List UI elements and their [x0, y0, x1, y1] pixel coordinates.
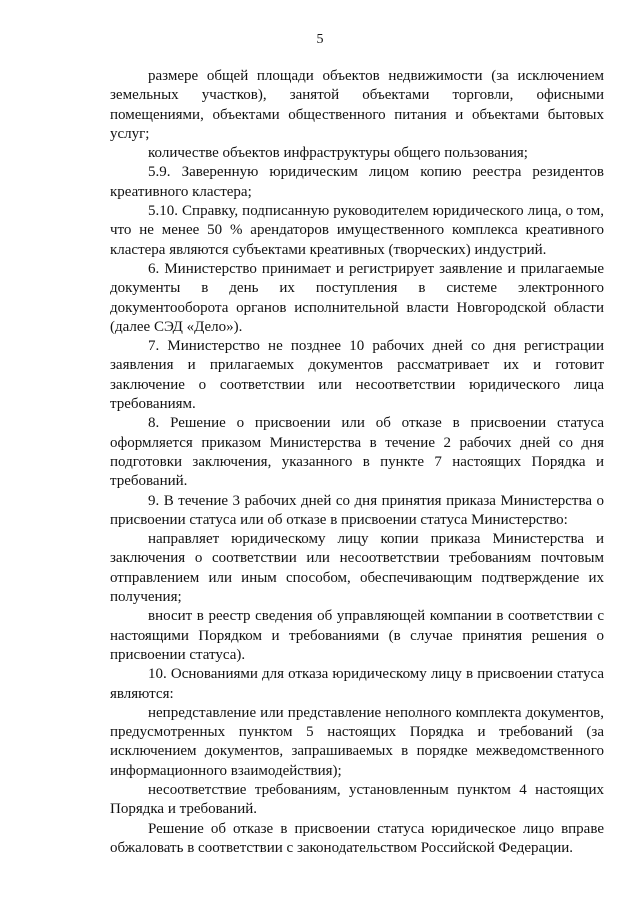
paragraph: Решение об отказе в присвоении статуса юридическое лицо вправе обжаловать в соответствии с законодательством Российской Федерации.	[110, 820, 604, 856]
paragraph: 8. Решение о присвоении или об отказе в присвоении статуса оформляется приказом Министерства в течение 2 рабочих дней со дня подготовки заключения, указанного в пункте 7 настоящих Порядка и требований.	[110, 415, 604, 490]
document-body	[110, 67, 604, 858]
page-number: 5	[316, 32, 324, 47]
paragraph: 6. Министерство принимает и регистрирует заявление и прилагаемые документы в день их поступления в системе электронного документооборота органов исполнительной власти Новгородской области (далее СЭД «Дело»).	[110, 260, 604, 335]
paragraph: несоответствие требованиям, установленным пунктом 4 настоящих Порядка и требований.	[110, 781, 604, 818]
paragraph: 5.10. Справку, подписанную руководителем юридического лица, о том, что не менее 50 % арендаторов имущественного комплекса креативного кластера являются субъектами креативных (творческих) индустрий.	[110, 203, 604, 258]
paragraph: непредставление или представление неполного комплекта документов, предусмотренных пунктом 5 настоящих Порядка и требований (за исключением документов, запрашиваемых в порядке межведомственного информационного взаимодействия);	[110, 704, 604, 779]
paragraph: направляет юридическому лицу копии приказа Министерства и заключения о соответствии или несоответствии требованиям почтовым отправлением или иным способом, обеспечивающим подтверждение их получения;	[110, 531, 604, 606]
paragraph: 5.9. Заверенную юридическим лицом копию реестра резидентов креативного кластера;	[110, 164, 604, 200]
paragraph: размере общей площади объектов недвижимости (за исключением земельных участков), занятой объектами торговли, офисными помещениями, объектами общественного питания и объектами бытовых услуг;	[110, 68, 604, 142]
paragraph: 10. Основаниями для отказа юридическому лицу в присвоении статуса являются:	[110, 666, 604, 702]
paragraph: вносит в реестр сведения об управляющей компании в соответствии с настоящими Порядком и требованиями (в случае принятия решения о присвоении статуса).	[110, 608, 604, 663]
paragraph: 7. Министерство не позднее 10 рабочих дней со дня регистрации заявления и прилагаемых документов рассматривает их и готовит заключение о соответствии или несоответствии юридического лица требованиям.	[110, 338, 604, 413]
paragraph: 9. В течение 3 рабочих дней со дня принятия приказа Министерства о присвоении статуса или об отказе в присвоении статуса Министерство:	[110, 492, 604, 528]
paragraph: количестве объектов инфраструктуры общего пользования;	[148, 145, 528, 162]
